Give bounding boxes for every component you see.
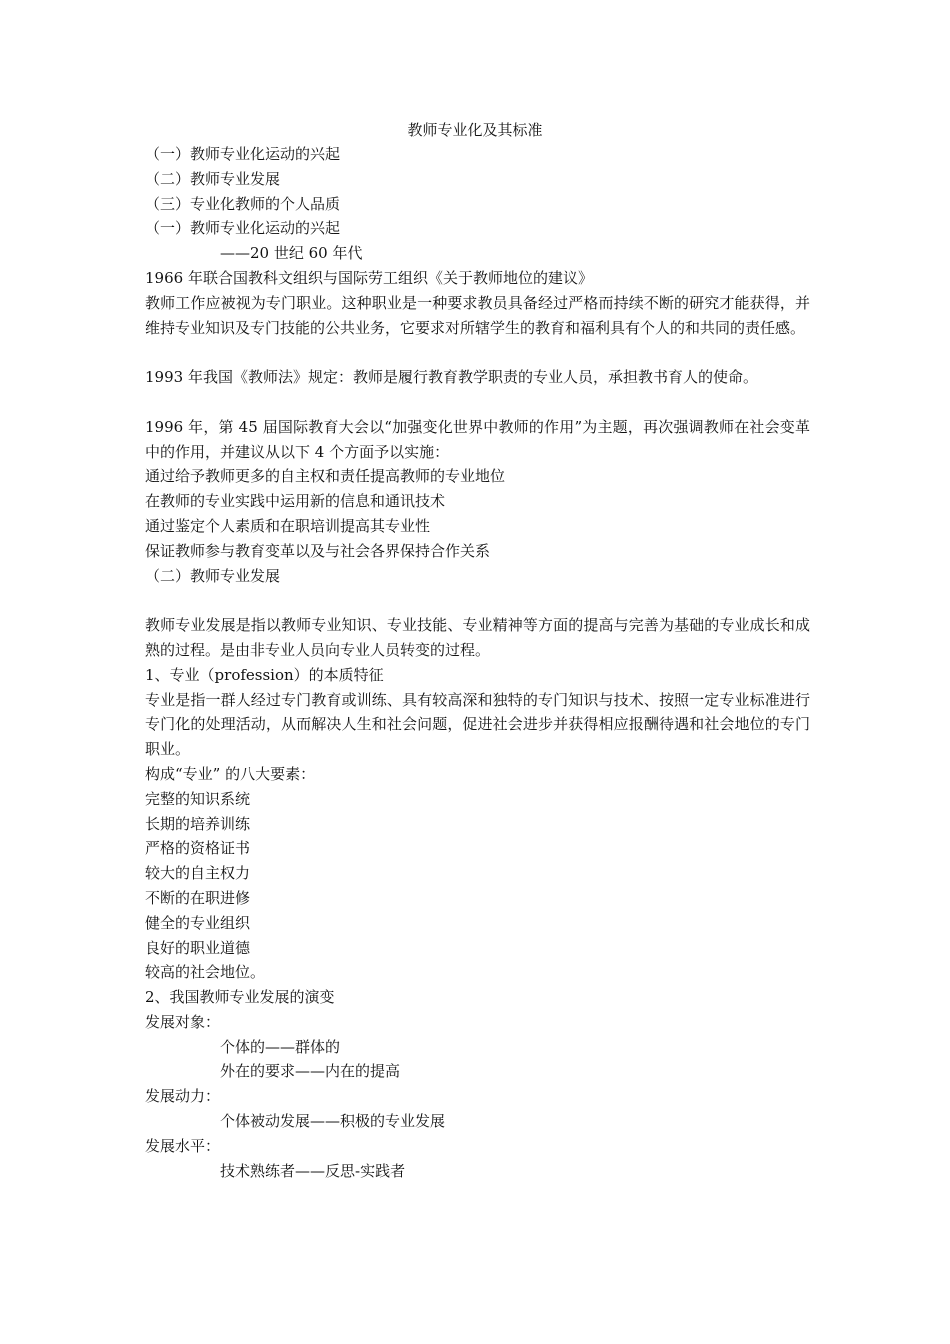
document-title: 教师专业化及其标准 xyxy=(407,121,543,139)
outline-item: （一）教师专业化运动的兴起 xyxy=(145,145,341,163)
section1-heading: （一）教师专业化运动的兴起 xyxy=(145,219,341,238)
level-item: 技术熟练者——反思-实践者 xyxy=(220,1161,406,1180)
paragraph-1966-body: 教师工作应被视为专门职业。这种职业是一种要求教员具备经过严格而持续不断的研究才能获得，并维持专业知识及专门技能的公共业务，它要求对所辖学生的教育和福利具有个人的和共同的责任感。 xyxy=(145,293,810,337)
paragraph-profession: 专业是指一群人经过专门教育或训练、具有较高深和独特的专门知识与技术、按照一定专业标准进行专门化的处理活动，从而解决人生和社会问题，促进社会进步并获得相应报酬待遇和社会地位的专门职业。 xyxy=(145,690,810,759)
element-item: 较大的自主权力 xyxy=(145,864,251,883)
subsection2-heading: 2、我国教师专业发展的演变 xyxy=(145,988,335,1007)
section2-heading: （二）教师专业发展 xyxy=(145,566,281,585)
measure-item: 保证教师参与教育变革以及与社会各界保持合作关系 xyxy=(145,541,491,560)
blank-line xyxy=(145,588,810,613)
object-item: 外在的要求——内在的提高 xyxy=(220,1062,401,1081)
paragraph-definition: 教师专业发展是指以教师专业知识、专业技能、专业精神等方面的提高与完善为基础的专业成长和成熟的过程。是由非专业人员向专业人员转变的过程。 xyxy=(145,616,810,659)
paragraph-1966-title: 1966 年联合国教科文组织与国际劳工组织《关于教师地位的建议》 xyxy=(145,268,593,287)
element-item: 长期的培养训练 xyxy=(145,814,251,833)
paragraph-1993: 1993 年我国《教师法》规定：教师是履行教育教学职责的专业人员，承担教书育人的使命。 xyxy=(145,368,758,387)
level-label: 发展水平： xyxy=(145,1136,221,1155)
section1-era: ——20 世纪 60 年代 xyxy=(220,244,363,263)
element-item: 良好的职业道德 xyxy=(145,938,251,957)
blank-line xyxy=(145,390,810,415)
element-item: 健全的专业组织 xyxy=(145,913,251,932)
blank-line xyxy=(145,340,810,365)
element-item: 完整的知识系统 xyxy=(145,789,251,808)
measure-item: 在教师的专业实践中运用新的信息和通讯技术 xyxy=(145,492,446,511)
elements-heading: 构成“专业” 的八大要素： xyxy=(145,764,316,783)
power-label: 发展动力： xyxy=(145,1087,221,1106)
measure-item: 通过鉴定个人素质和在职培训提高其专业性 xyxy=(145,516,431,535)
element-item: 较高的社会地位。 xyxy=(145,963,266,982)
document-body xyxy=(145,142,810,1183)
subsection1-heading: 1、专业（profession）的本质特征 xyxy=(145,665,384,684)
element-item: 不断的在职进修 xyxy=(145,888,251,907)
measure-item: 通过给予教师更多的自主权和责任提高教师的专业地位 xyxy=(145,467,506,486)
outline-item: （二）教师专业发展 xyxy=(145,169,281,188)
element-item: 严格的资格证书 xyxy=(145,839,251,858)
object-label: 发展对象： xyxy=(145,1012,221,1031)
paragraph-1996: 1996 年，第 45 届国际教育大会以“加强变化世界中教师的作用”为主题，再次强调教师在社会变革中的作用，并建议从以下 4 个方面予以实施： xyxy=(145,417,810,461)
outline-item: （三）专业化教师的个人品质 xyxy=(145,194,341,213)
object-item: 个体的——群体的 xyxy=(220,1037,341,1056)
power-item: 个体被动发展——积极的专业发展 xyxy=(220,1112,446,1131)
